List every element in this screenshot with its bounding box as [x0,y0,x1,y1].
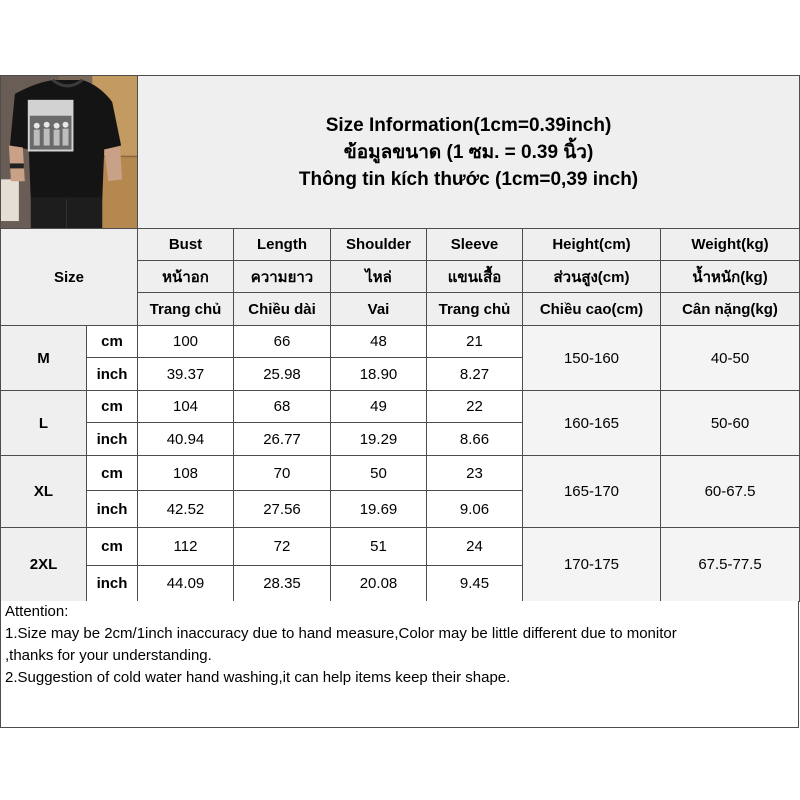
sleeve-cm-value: 23 [427,456,523,491]
length-inch-value: 28.35 [234,566,331,602]
length-inch-value: 25.98 [234,358,331,391]
size-header: Size [1,229,138,326]
weight-range: 67.5-77.5 [661,528,800,602]
unit-label-cm: cm [87,326,138,358]
header-sleeve-th: แขนเสื้อ [427,261,523,293]
table-row [1,528,800,566]
table-row [1,456,800,491]
bust-cm-value: 108 [138,456,234,491]
weight-range: 50-60 [661,391,800,456]
shoulder-cm-value: 50 [331,456,427,491]
attention-line: 1.Size may be 2cm/1inch inaccuracy due to hand measure,Color may be little different due to monitor [5,625,677,642]
bust-cm-value: 112 [138,528,234,566]
table-row [1,391,800,423]
height-range: 170-175 [523,528,661,602]
bust-inch-value: 40.94 [138,423,234,456]
size-chart-table [0,75,800,602]
sleeve-inch-value: 8.66 [427,423,523,456]
header-height-vi: Chiều cao(cm) [523,293,661,326]
header-bust-th: หน้าอก [138,261,234,293]
height-range: 165-170 [523,456,661,528]
length-cm-value: 70 [234,456,331,491]
header-height-en: Height(cm) [523,229,661,261]
size-label-l: L [1,391,87,456]
header-bust-vi: Trang chủ [138,293,234,326]
sleeve-cm-value: 22 [427,391,523,423]
shoulder-inch-value: 18.90 [331,358,427,391]
attention-line: 2.Suggestion of cold water hand washing,it can help items keep their shape. [5,669,511,686]
sleeve-inch-value: 8.27 [427,358,523,391]
shoulder-inch-value: 19.69 [331,491,427,528]
model-photo-icon [1,76,137,228]
shoulder-cm-value: 48 [331,326,427,358]
length-cm-value: 66 [234,326,331,358]
title-line-th: ข้อมูลขนาด (1 ซม. = 0.39 นิ้ว) [343,141,594,163]
size-label-m: M [1,326,87,391]
header-sleeve-en: Sleeve [427,229,523,261]
length-inch-value: 27.56 [234,491,331,528]
size-label-xl: XL [1,456,87,528]
unit-label-cm: cm [87,528,138,566]
shoulder-inch-value: 20.08 [331,566,427,602]
title-block [138,76,800,229]
header-length-en: Length [234,229,331,261]
sleeve-inch-value: 9.06 [427,491,523,528]
title-line-vi: Thông tin kích thước (1cm=0,39 inch) [298,168,639,190]
table-row [1,326,800,358]
header-bust-en: Bust [138,229,234,261]
unit-label-cm: cm [87,456,138,491]
header-sleeve-vi: Trang chủ [427,293,523,326]
sleeve-cm-value: 21 [427,326,523,358]
unit-label-cm: cm [87,391,138,423]
header-weight-vi: Cân nặng(kg) [661,293,800,326]
bust-cm-value: 100 [138,326,234,358]
header-weight-th: น้ำหนัก(kg) [661,261,800,293]
bust-inch-value: 42.52 [138,491,234,528]
size-label-2xl: 2XL [1,528,87,602]
attention-line: ,thanks for your understanding. [5,647,212,664]
unit-label-inch: inch [87,423,138,456]
length-cm-value: 72 [234,528,331,566]
header-weight-en: Weight(kg) [661,229,800,261]
attention-heading: Attention: [5,603,69,620]
bust-cm-value: 104 [138,391,234,423]
header-shoulder-vi: Vai [331,293,427,326]
header-length-th: ความยาว [234,261,331,293]
bust-inch-value: 39.37 [138,358,234,391]
bust-inch-value: 44.09 [138,566,234,602]
shoulder-cm-value: 49 [331,391,427,423]
attention-box [0,601,799,728]
header-height-th: ส่วนสูง(cm) [523,261,661,293]
height-range: 160-165 [523,391,661,456]
header-shoulder-th: ไหล่ [331,261,427,293]
unit-label-inch: inch [87,566,138,602]
unit-label-inch: inch [87,358,138,391]
header-length-vi: Chiều dài [234,293,331,326]
title-line-en: Size Information(1cm=0.39inch) [325,114,612,136]
header-shoulder-en: Shoulder [331,229,427,261]
shoulder-inch-value: 19.29 [331,423,427,456]
length-cm-value: 68 [234,391,331,423]
length-inch-value: 26.77 [234,423,331,456]
shoulder-cm-value: 51 [331,528,427,566]
weight-range: 60-67.5 [661,456,800,528]
weight-range: 40-50 [661,326,800,391]
unit-label-inch: inch [87,491,138,528]
height-range: 150-160 [523,326,661,391]
sleeve-inch-value: 9.45 [427,566,523,602]
sleeve-cm-value: 24 [427,528,523,566]
model-photo [1,76,138,229]
